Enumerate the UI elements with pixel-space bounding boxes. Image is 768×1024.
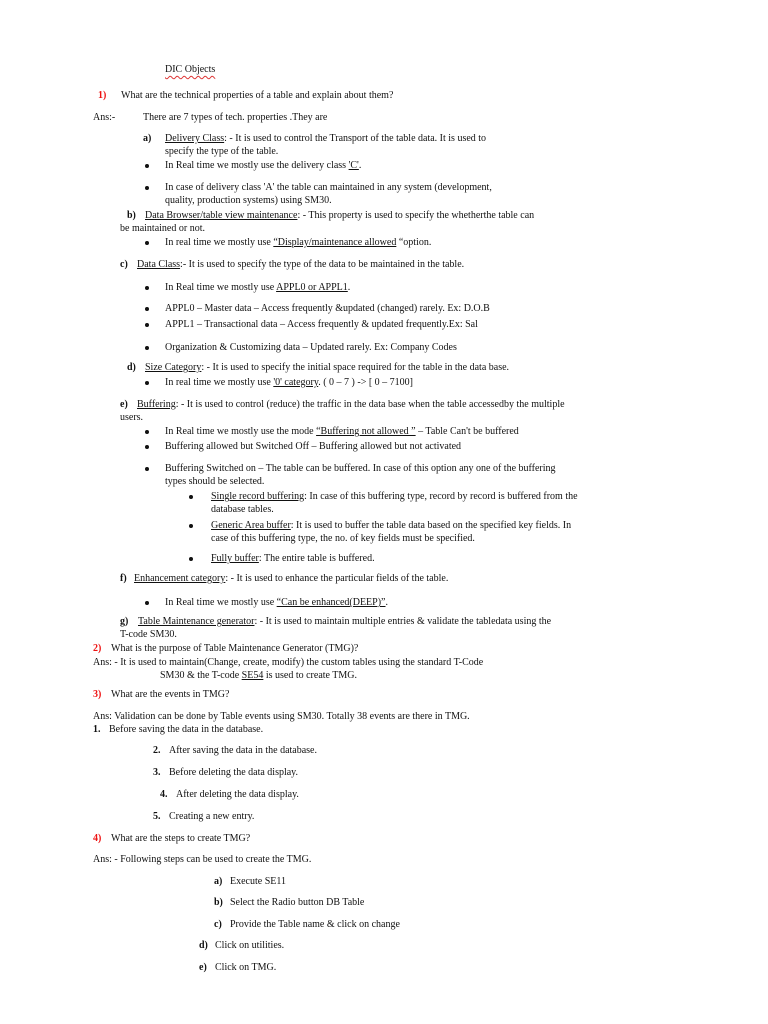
item-e-sub1-term: Single record buffering — [211, 491, 305, 502]
item-b-bullet1 — [165, 237, 431, 249]
item-e-bullet2: Buffering allowed but Switched Off – Buffering allowed but not activated — [165, 441, 462, 452]
bullet — [145, 381, 149, 385]
event-number: 3. — [153, 767, 161, 778]
bullet — [145, 601, 149, 605]
bullet — [145, 430, 149, 434]
answer-2-tcode: SE54 — [241, 670, 264, 681]
item-e-bullet1-term: “Buffering not allowed ” — [316, 426, 416, 437]
event-text: After saving the data in the database. — [169, 745, 317, 756]
item-b-term: Data Browser/table view maintenance — [145, 210, 298, 221]
item-f-term: Enhancement category — [134, 573, 226, 584]
item-c-line1 — [137, 259, 464, 271]
item-a-bullet1-pre: In Real time we mostly use the delivery class — [165, 160, 349, 171]
step-text: Click on utilities. — [215, 940, 285, 951]
event-number: 5. — [153, 811, 161, 822]
answer-3-text: Ans: Validation can be done by Table events using SM30. Totally 38 events are there in TMG. — [93, 711, 470, 722]
item-e-bullet3-line1: Buffering Switched on – The table can be buffered. In case of this option any one of the buffering — [165, 463, 556, 474]
item-c-bullet1-term: APPL0 or APPL1 — [276, 282, 348, 293]
item-c-bullet1 — [165, 282, 350, 294]
item-e-sub2-text: : It is used to buffer the table data based on the specified key fields. In — [290, 520, 572, 531]
item-e-text2: users. — [120, 412, 144, 423]
item-d-line1 — [145, 362, 509, 374]
question-2-number: 2) — [93, 643, 102, 654]
event-text: Creating a new entry. — [169, 811, 255, 822]
item-f-label: f) — [120, 573, 127, 584]
item-e-bullet1 — [165, 426, 519, 438]
item-f-bullet1-post: . — [385, 597, 388, 608]
item-e-bullet3-line2: types should be selected. — [165, 476, 265, 487]
item-b-bullet1-post: “option. — [396, 237, 432, 248]
item-e-sub2-line1 — [211, 520, 571, 532]
item-b-text1: : - This property is used to specify the whetherthe table can — [297, 210, 535, 221]
item-e-bullet1-post: – Table Can't be buffered — [415, 426, 519, 437]
item-c-term: Data Class — [137, 259, 181, 270]
item-e-sub1-text: : In case of this buffering type, record by record is buffered from the — [304, 491, 578, 502]
item-e-line1 — [137, 399, 565, 411]
bullet — [145, 307, 149, 311]
bullet — [189, 524, 193, 528]
bullet — [145, 241, 149, 245]
step-label: a) — [214, 876, 223, 887]
event-text: Before deleting the data display. — [169, 767, 299, 778]
item-f-line1 — [134, 573, 448, 585]
bullet — [145, 286, 149, 290]
item-d-label: d) — [127, 362, 136, 373]
bullet — [189, 557, 193, 561]
item-e-term: Buffering — [137, 399, 176, 410]
item-b-bullet1-term: “Display/maintenance allowed — [273, 237, 397, 248]
bullet — [145, 186, 149, 190]
item-c-bullet1-post: . — [347, 282, 351, 293]
bullet — [145, 164, 149, 168]
item-e-sub1-line1 — [211, 491, 578, 503]
item-a-bullet2-line2: quality, production systems) using SM30. — [165, 195, 332, 206]
item-g-term: Table Maintenance generator — [138, 616, 255, 627]
item-f-bullet1 — [165, 597, 388, 609]
item-b-bullet1-pre: In real time we mostly use — [165, 237, 274, 248]
step-label: d) — [199, 940, 208, 951]
question-3-text: What are the events in TMG? — [111, 689, 230, 700]
item-f-text1: : - It is used to enhance the particular fields of the table. — [225, 573, 449, 584]
item-e-sub2-term: Generic Area buffer — [211, 520, 291, 531]
step-text: Execute SE11 — [230, 876, 287, 887]
question-1-number: 1) — [98, 90, 107, 101]
answer-1-text: There are 7 types of tech. properties .They are — [143, 112, 328, 123]
event-number: 1. — [93, 724, 101, 735]
item-a-label: a) — [143, 133, 152, 144]
event-number: 4. — [160, 789, 168, 800]
item-d-text1: : - It is used to specify the initial space required for the table in the data base. — [201, 362, 510, 373]
event-number: 2. — [153, 745, 161, 756]
item-g-line1 — [138, 616, 551, 628]
item-d-bullet1-post: . ( 0 – 7 ) -> [ 0 – 7100] — [318, 377, 413, 388]
question-1-text: What are the technical properties of a table and explain about them? — [121, 90, 394, 101]
item-c-bullet1-pre: In Real time we mostly use — [165, 282, 277, 293]
question-4-number: 4) — [93, 833, 102, 844]
item-a-text1: : - It is used to control the Transport of the table data. It is used to — [224, 133, 487, 144]
item-c-bullet2: APPL0 – Master data – Access frequently &updated (changed) rarely. Ex: D.O.B — [165, 303, 490, 314]
item-e-sub3-term: Fully buffer — [211, 553, 259, 564]
question-2-text: What is the purpose of Table Maintenance Generator (TMG)? — [111, 643, 359, 654]
item-d-bullet1-pre: In real time we mostly use — [165, 377, 274, 388]
page-title: DIC Objects — [165, 64, 216, 75]
item-e-label: e) — [120, 399, 128, 410]
step-text: Select the Radio button DB Table — [230, 897, 365, 908]
item-g-text2: T-code SM30. — [120, 629, 177, 640]
bullet — [145, 323, 149, 327]
item-b-text2: be maintained or not. — [120, 223, 205, 234]
item-d-bullet1-term: '0' category — [273, 377, 319, 388]
item-f-bullet1-term: “Can be enhanced(DEEP)” — [276, 597, 386, 608]
bullet — [145, 346, 149, 350]
question-3-number: 3) — [93, 689, 102, 700]
bullet — [145, 467, 149, 471]
item-e-sub3-text: : The entire table is buffered. — [258, 553, 375, 564]
question-4-text: What are the steps to create TMG? — [111, 833, 251, 844]
item-e-text1: : - It is used to control (reduce) the traffic in the data base when the table accessedby the multiple — [175, 399, 565, 410]
answer-2-line2-post: is used to create TMG. — [263, 670, 358, 681]
item-e-sub2-line2: case of this buffering type, the no. of key fields must be specified. — [211, 533, 475, 544]
item-f-bullet1-pre: In Real time we mostly use — [165, 597, 277, 608]
item-e-sub3-line1 — [211, 553, 375, 565]
item-c-label: c) — [120, 259, 128, 270]
item-d-term: Size Category — [145, 362, 202, 373]
step-text: Click on TMG. — [215, 962, 277, 973]
item-g-label: g) — [120, 616, 129, 627]
item-a-text2: specify the type of the table. — [165, 146, 279, 157]
item-a-bullet1 — [165, 160, 361, 172]
item-e-bullet1-pre: In Real time we mostly use the mode — [165, 426, 317, 437]
answer-4-text: Ans: - Following steps can be used to create the TMG. — [93, 854, 312, 865]
item-a-bullet2-line1: In case of delivery class 'A' the table can maintained in any system (development, — [165, 182, 492, 193]
answer-2-line2-pre: SM30 & the T-code — [160, 670, 242, 681]
item-a-bullet1-term: 'C' — [348, 160, 359, 171]
step-label: b) — [214, 897, 223, 908]
bullet — [145, 445, 149, 449]
item-c-text1: :- It is used to specify the type of the data to be maintained in the table. — [180, 259, 465, 270]
answer-2-line1: Ans: - It is used to maintain(Change, create, modify) the custom tables using the standard T-Code — [93, 657, 484, 668]
answer-2-line2 — [160, 670, 357, 682]
step-label: c) — [214, 919, 222, 930]
item-e-sub1-line2: database tables. — [211, 504, 274, 515]
step-label: e) — [199, 962, 207, 973]
item-d-bullet1 — [165, 377, 413, 389]
answer-1-label: Ans:- — [93, 112, 116, 123]
item-a-bullet1-post: . — [358, 160, 362, 171]
item-c-bullet4: Organization & Customizing data – Updated rarely. Ex: Company Codes — [165, 342, 457, 353]
item-g-text1: : - It is used to maintain multiple entries & validate the tabledata using the — [254, 616, 552, 627]
item-b-line1 — [145, 210, 534, 222]
item-c-bullet3: APPL1 – Transactional data – Access frequently & updated frequently.Ex: Sal — [165, 319, 478, 330]
bullet — [189, 495, 193, 499]
step-text: Provide the Table name & click on change — [230, 919, 400, 930]
event-text: After deleting the data display. — [176, 789, 299, 800]
event-text: Before saving the data in the database. — [109, 724, 264, 735]
item-a-line1 — [165, 133, 486, 145]
item-b-label: b) — [127, 210, 136, 221]
item-a-term: Delivery Class — [165, 133, 225, 144]
